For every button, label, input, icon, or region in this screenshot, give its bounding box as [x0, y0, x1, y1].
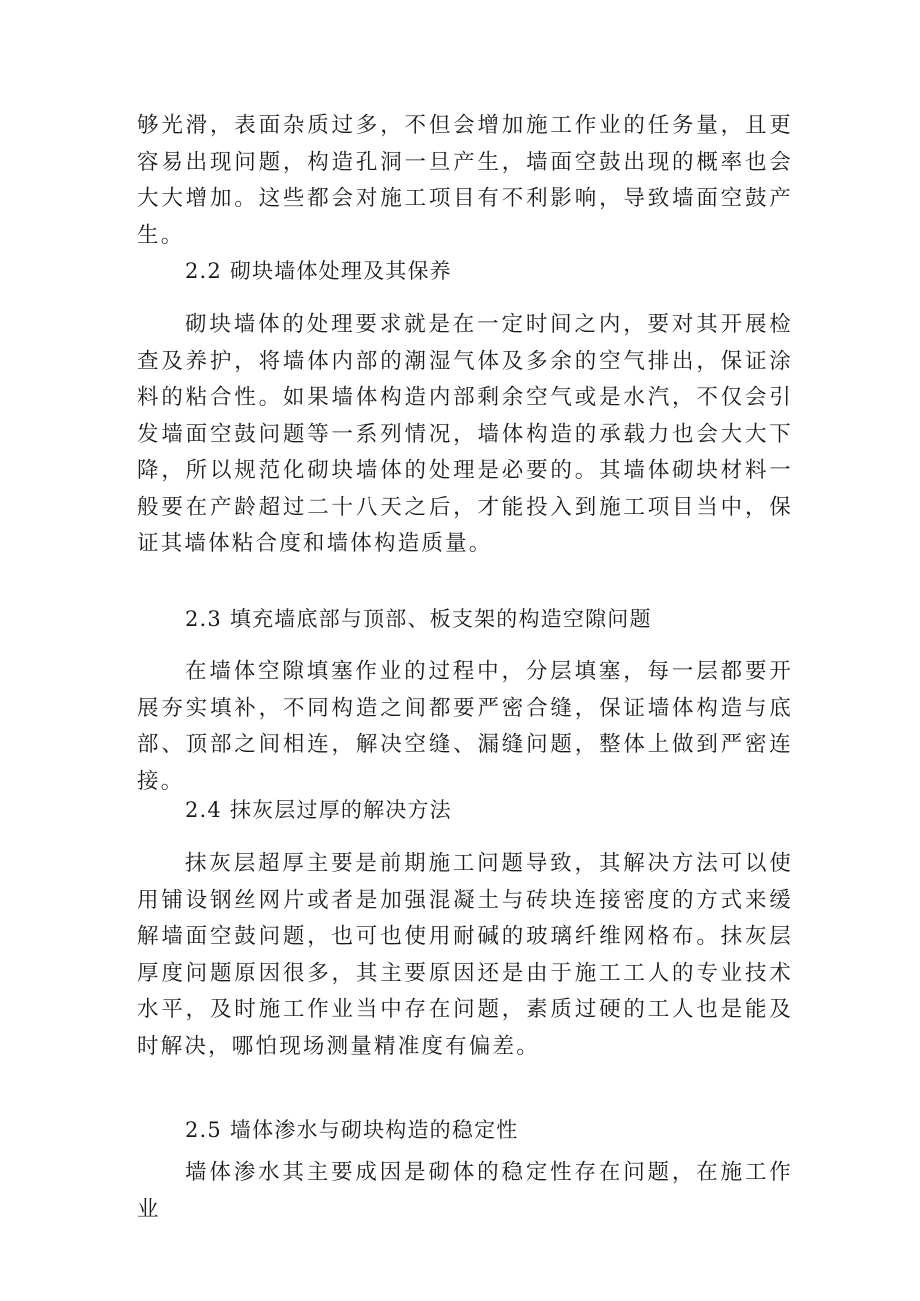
paragraph-plaster-thickness: [137, 846, 793, 1065]
paragraph-text: 抹灰层超厚主要是前期施工问题导致，其解决方法可以使用铺设钢丝网片或者是加强混凝土与砖块连接密度的方式来缓解墙面空鼓问题，也可也使用耐碱的玻璃纤维网格布。抹灰层厚度问题原因很多，其主要原因还是由于施工工人的专业技术水平，及时施工作业当中存在问题，素质过硬的工人也是能及时解决，哪怕现场测量精准度有偏差。: [137, 851, 793, 1059]
heading-2-3: [137, 601, 793, 637]
paragraph-gap-filling: [137, 654, 793, 800]
section-heading: 2.4 抹灰层过厚的解决方法: [185, 798, 452, 822]
paragraph-text: 够光滑，表面杂质过多，不但会增加施工作业的任务量，且更容易出现问题，构造孔洞一旦产生，墙面空鼓出现的概率也会大大增加。这些都会对施工项目有不利影响，导致墙面空鼓产生。: [137, 113, 793, 248]
paragraph-text: 在墙体空隙填塞作业的过程中，分层填塞，每一层都要开展夯实填补，不同构造之间都要严密合缝，保证墙体构造与底部、顶部之间相连，解决空缝、漏缝问题，整体上做到严密连接。: [137, 659, 793, 794]
section-heading: 2.2 砌块墙体处理及其保养: [185, 259, 452, 283]
paragraph-block-wall-treatment: [137, 307, 793, 563]
paragraph-text: 墙体渗水其主要成因是砌体的稳定性存在问题，在施工作业: [137, 1160, 793, 1222]
section-heading: 2.3 填充墙底部与顶部、板支架的构造空隙问题: [185, 607, 652, 631]
heading-2-5: [137, 1112, 793, 1148]
heading-2-2: [137, 253, 793, 289]
section-heading: 2.5 墙体渗水与砌块构造的稳定性: [185, 1118, 519, 1142]
paragraph-wall-seepage: [137, 1155, 793, 1228]
paragraph-text: 砌块墙体的处理要求就是在一定时间之内，要对其开展检查及养护，将墙体内部的潮湿气体及多余的空气排出，保证涂料的粘合性。如果墙体构造内部剩余空气或是水汽，不仅会引发墙面空鼓问题等一系列情况，墙体构造的承载力也会大大下降，所以规范化砌块墙体的处理是必要的。其墙体砌块材料一般要在产龄超过二十八天之后，才能投入到施工项目当中，保证其墙体粘合度和墙体构造质量。: [137, 312, 793, 556]
paragraph-surface-impurities: [137, 108, 793, 254]
heading-2-4: [137, 792, 793, 828]
